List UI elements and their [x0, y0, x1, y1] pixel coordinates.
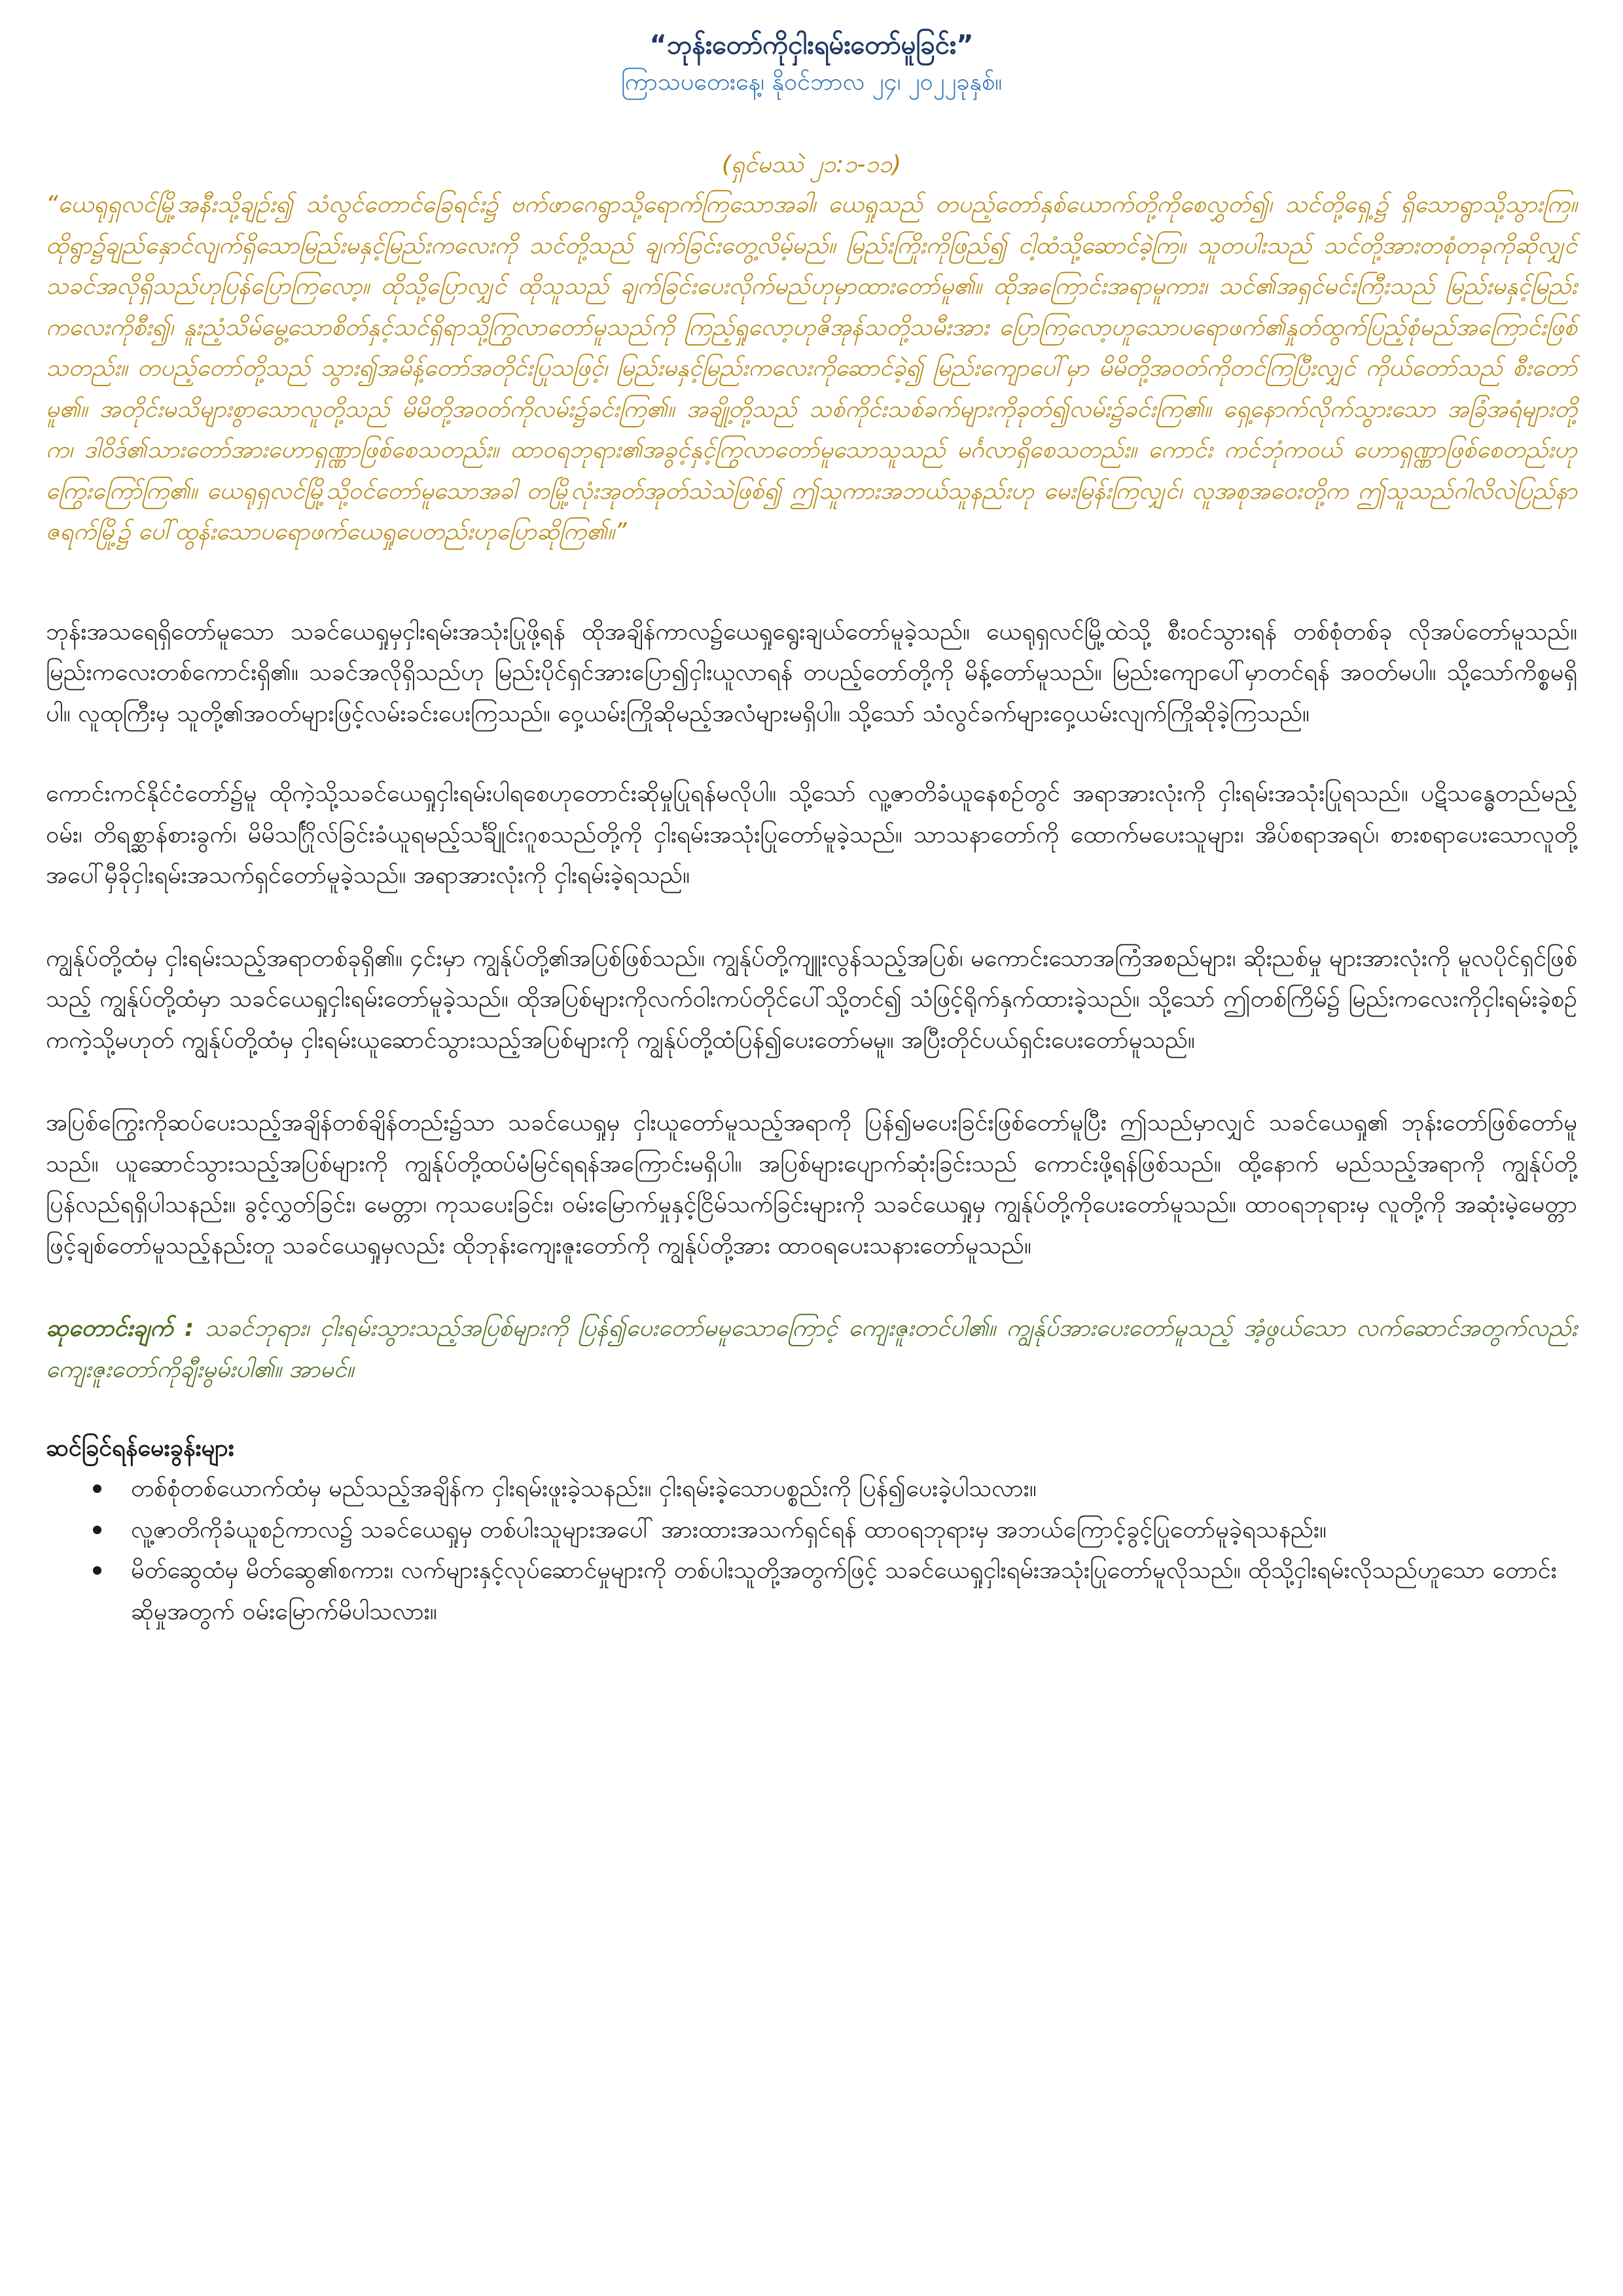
page-title: “ဘုန်းတော်ကိုငှါးရမ်းတော်မူခြင်း” — [649, 30, 974, 60]
body-paragraph-2: ကောင်းကင်နိုင်ငံတော်၌မူ ထိုကဲ့သို့သခင်ယေရှုငှါးရမ်းပါရစေဟုတောင်းဆိုမှုပြုရန်မလိုပါ။ သို့သော် လူ့ဇာတိခံယူနေစဉ်တွင် အရာအားလုံးကို ငှါးရမ်းအသုံးပြုရသည်။ ပဋိသန္ဓေတည်မည့်ဝမ်း၊ တိရစ္ဆာန်စားခွက်၊ မိမိသင်္ဂြိုလ်ခြင်းခံယူရမည့်သင်္ချိုင်းဂူစသည်တို့ကို ငှါးရမ်းအသုံးပြုတော်မူခဲ့သည်။ သာသနာတော်ကို ထောက်မပေးသူများ၊ အိပ်စရာအရပ်၊ စားစရာပေးသောလူတို့အပေါ်မှီခိုငှါးရမ်းအသက်ရှင်တော်မူခဲ့သည်။ အရာအားလုံးကို ငှါးရမ်းခဲ့ရသည်။ — [46, 780, 1577, 889]
question-text: လူ့ဇာတိကိုခံယူစဉ်ကာလ၌ သခင်ယေရှုမှ တစ်ပါးသူများအပေါ် အားထားအသက်ရှင်ရန် ထာဝရဘုရားမှ အဘယ်ကြောင့်ခွင့်ပြုတော်မူခဲ့ရသနည်း။ — [131, 1516, 1327, 1543]
prayer — [46, 1308, 1577, 1390]
body-paragraph-4: အပြစ်ကြွေးကိုဆပ်ပေးသည့်အချိန်တစ်ချိန်တည်း၌သာ သခင်ယေရှုမှ ငှါးယူတော်မူသည့်အရာကို ပြန်၍မပေးခြင်းဖြစ်တော်မူပြီး ဤသည်မှာလျှင် သခင်ယေရှု၏ ဘုန်းတော်ဖြစ်တော်မူသည်။ ယူဆောင်သွားသည့်အပြစ်များကို ကျွန်ုပ်တို့ထပ်မံမြင်ရရန်အကြောင်းမရှိပါ။ အပြစ်များပျောက်ဆုံးခြင်းသည် ကောင်းဖို့ရန်ဖြစ်သည်။ ထို့နောက် မည်သည့်အရာကို ကျွန်ုပ်တို့ပြန်လည်ရရှိပါသနည်း။ ခွင့်လွှတ်ခြင်း၊ မေတ္တာ၊ ကုသပေးခြင်း၊ ဝမ်းမြောက်မှုနှင့်ငြိမ်သက်ခြင်းများကို သခင်ယေရှုမှ ကျွန်ုပ်တို့ကိုပေးတော်မူသည်။ ထာဝရဘုရားမှ လူတို့ကို အဆုံးမဲ့မေတ္တာဖြင့်ချစ်တော်မူသည့်နည်းတူ သခင်ယေရှုမှလည်း ထိုဘုန်းကျေးဇူးတော်ကို ကျွန်ုပ်တို့အား ထာဝရပေးသနားတော်မူသည်။ — [46, 1109, 1577, 1259]
prayer-label: ဆုတောင်းချက် : — [46, 1315, 194, 1342]
page-date: ကြာသပတေးနေ့၊ နိုဝင်ဘာလ ၂၄၊ ၂၀၂၂ခုနှစ်။ — [620, 69, 1003, 96]
question-text: မိတ်ဆွေထံမှ မိတ်ဆွေ၏စကား၊ လက်များနှင့်လုပ်ဆောင်မှုများကို တစ်ပါးသူတို့အတွက်ဖြင့် သခင်ယေရှုငှါးရမ်းအသုံးပြုတော်မူလိုသည်။ ထိုသို့ငှါးရမ်းလိုသည်ဟူသော တောင်းဆိုမှုအတွက် ဝမ်းမြောက်မိပါသလား။ — [131, 1557, 1557, 1625]
list-item — [46, 1469, 1577, 1510]
prayer-text: သခင်ဘုရား၊ ငှါးရမ်းသွားသည့်အပြစ်များကို ပြန်၍ပေးတော်မမူသောကြောင့် ကျေးဇူးတင်ပါ၏။ ကျွန်ုပ်အားပေးတော်မူသည့် အံ့ဖွယ်သော လက်ဆောင်အတွက်လည်း ကျေးဇူးတော်ကိုချီးမွမ်းပါ၏။ အာမင်။ — [46, 1315, 1577, 1383]
question-text: တစ်စုံတစ်ယောက်ထံမှ မည်သည့်အချိန်က ငှါးရမ်းဖူးခဲ့သနည်း။ ငှါးရမ်းခဲ့သောပစ္စည်းကို ပြန်၍ပေးခဲ့ပါသလား။ — [131, 1475, 1037, 1502]
devotional-page — [46, 26, 1577, 1632]
scripture-reference: (ရှင်မဿဲ ၂၁:၁-၁၁) — [721, 151, 902, 178]
questions-list — [46, 1469, 1577, 1632]
bullet-icon — [93, 1484, 101, 1493]
bullet-icon — [93, 1566, 101, 1575]
bullet-icon — [93, 1526, 101, 1534]
list-item — [46, 1510, 1577, 1551]
questions-heading: ဆင်ခြင်ရန်မေးခွန်းများ — [46, 1435, 234, 1462]
scripture-text: “ယေရုရှလင်မြို့အနီးသို့ချဉ်း၍ သံလွင်တောင်ခြေရင်း၌ ဗက်ဖာဂေရွာသို့ရောက်ကြသောအခါ၊ ယေရှုသည် တပည့်တော်နှစ်ယောက်တို့ကိုစေလွှတ်၍၊ သင်တို့ရှေ့၌ ရှိသောရွာသို့သွားကြ။ ထိုရွာ၌ချည်နှောင်လျက်ရှိသောမြည်းမနှင့်မြည်းကလေးကို သင်တို့သည် ချက်ခြင်းတွေ့လိမ့်မည်။ မြည်းကြိုးကိုဖြည်၍ ငါ့ထံသို့ဆောင်ခဲ့ကြ။ သူတပါးသည် သင်တို့အားတစုံတခုကိုဆိုလျှင် သခင်အလိုရှိသည်ဟုပြန်ပြောကြလော့။ ထိုသို့ပြောလျှင် ထိုသူသည် ချက်ခြင်းပေးလိုက်မည်ဟုမှာထားတော်မူ၏။ ထိုအကြောင်းအရာမူကား၊ သင်၏အရှင်မင်းကြီးသည် မြည်းမနှင့်မြည်းကလေးကိုစီး၍၊ နူးညံ့သိမ်မွေ့သောစိတ်နှင့်သင်ရှိရာသို့ကြွလာတော်မူသည်ကို ကြည့်ရှုလော့ဟုဇိအုန်သတို့သမီးအား ပြောကြလော့ဟူသောပရောဖက်၏နှုတ်ထွက်ပြည့်စုံမည်အကြောင်းဖြစ်သတည်း။ တပည့်တော်တို့သည် သွား၍အမိန့်တော်အတိုင်းပြုသဖြင့်၊ မြည်းမနှင့်မြည်းကလေးကိုဆောင်ခဲ့၍ မြည်းကျောပေါ်မှာ မိမိတို့အဝတ်ကိုတင်ကြပြီးလျှင် ကိုယ်တော်သည် စီးတော်မူ၏။ အတိုင်းမသိများစွာသောလူတို့သည် မိမိတို့အဝတ်ကိုလမ်း၌ခင်းကြ၏။ အချို့တို့သည် သစ်ကိုင်းသစ်ခက်များကိုခုတ်၍လမ်း၌ခင်းကြ၏။ ရှေ့နောက်လိုက်သွားသော အခြံအရံများတို့က၊ ဒါဝိဒ်၏သားတော်အားဟောရှဏ္ဏာဖြစ်စေသတည်း။ ထာဝရဘုရား၏အခွင့်နှင့်ကြွလာတော်မူသောသူသည် မင်္ဂလာရှိစေသတည်း။ ကောင်း ကင်ဘုံကဝယ် ဟောရှဏ္ဏာဖြစ်စေတည်းဟုကြွေးကြော်ကြ၏။ ယေရုရှလင်မြို့သို့ဝင်တော်မူသောအခါ တမြို့လုံးအုတ်အုတ်သဲသဲဖြစ်၍ ဤသူကားအဘယ်သူနည်းဟု မေးမြန်းကြလျှင်၊ လူအစုအဝေးတို့က ဤသူသည်ဂါလိလဲပြည်နာဇရက်မြို့၌ ပေါ်ထွန်းသောပရောဖက်ယေရှုပေတည်းဟုပြောဆိုကြ၏။” — [46, 191, 1577, 545]
list-item — [46, 1551, 1577, 1632]
body-paragraph-1: ဘုန်းအသရေရှိတော်မူသော သခင်ယေရှုမှငှါးရမ်းအသုံးပြုဖို့ရန် ထိုအချိန်ကာလ၌ယေရှုရွေးချယ်တော်မူခဲ့သည်။ ယေရုရှလင်မြို့ထဲသို့ စီးဝင်သွားရန် တစ်စုံတစ်ခု လိုအပ်တော်မူသည်။ မြည်းကလေးတစ်ကောင်းရှိ၏။ သခင်အလိုရှိသည်ဟု မြည်းပိုင်ရှင်အားပြော၍ငှါးယူလာရန် တပည့်တော်တို့ကို မိန့်တော်မူသည်။ မြည်းကျောပေါ်မှာတင်ရန် အဝတ်မပါ။ သို့သော်ကိစ္စမရှိပါ။ လူထုကြီးမှ သူတို့၏အဝတ်များဖြင့်လမ်းခင်းပေးကြသည်။ ဝှေ့ယမ်းကြိုဆိုမည့်အလံများမရှိပါ။ သို့သော် သံလွင်ခက်များဝှေ့ယမ်းလျက်ကြိုဆိုခဲ့ကြသည်။ — [46, 618, 1577, 727]
body-paragraph-3: ကျွန်ုပ်တို့ထံမှ ငှါးရမ်းသည့်အရာတစ်ခုရှိ၏။ ၄င်းမှာ ကျွန်ုပ်တို့၏အပြစ်ဖြစ်သည်။ ကျွန်ုပ်တို့ကျူးလွန်သည့်အပြစ်၊ မကောင်းသောအကြံအစည်များ၊ ဆိုးညစ်မှု များအားလုံးကို မူလပိုင်ရှင်ဖြစ်သည့် ကျွန်ုပ်တို့ထံမှာ သခင်ယေရှုငှါးရမ်းတော်မူခဲ့သည်။ ထိုအပြစ်များကိုလက်ဝါးကပ်တိုင်ပေါ်သို့တင်၍ သံဖြင့်ရိုက်နှက်ထားခဲ့သည်။ သို့သော် ဤတစ်ကြိမ်၌ မြည်းကလေးကိုငှါးရမ်းခဲ့စဉ်ကကဲ့သို့မဟုတ် ကျွန်ုပ်တို့ထံမှ ငှါးရမ်းယူဆောင်သွားသည့်အပြစ်များကို ကျွန်ုပ်တို့ထံပြန်၍ပေးတော်မမူ။ အပြီးတိုင်ပယ်ရှင်းပေးတော်မူသည်။ — [46, 944, 1577, 1054]
